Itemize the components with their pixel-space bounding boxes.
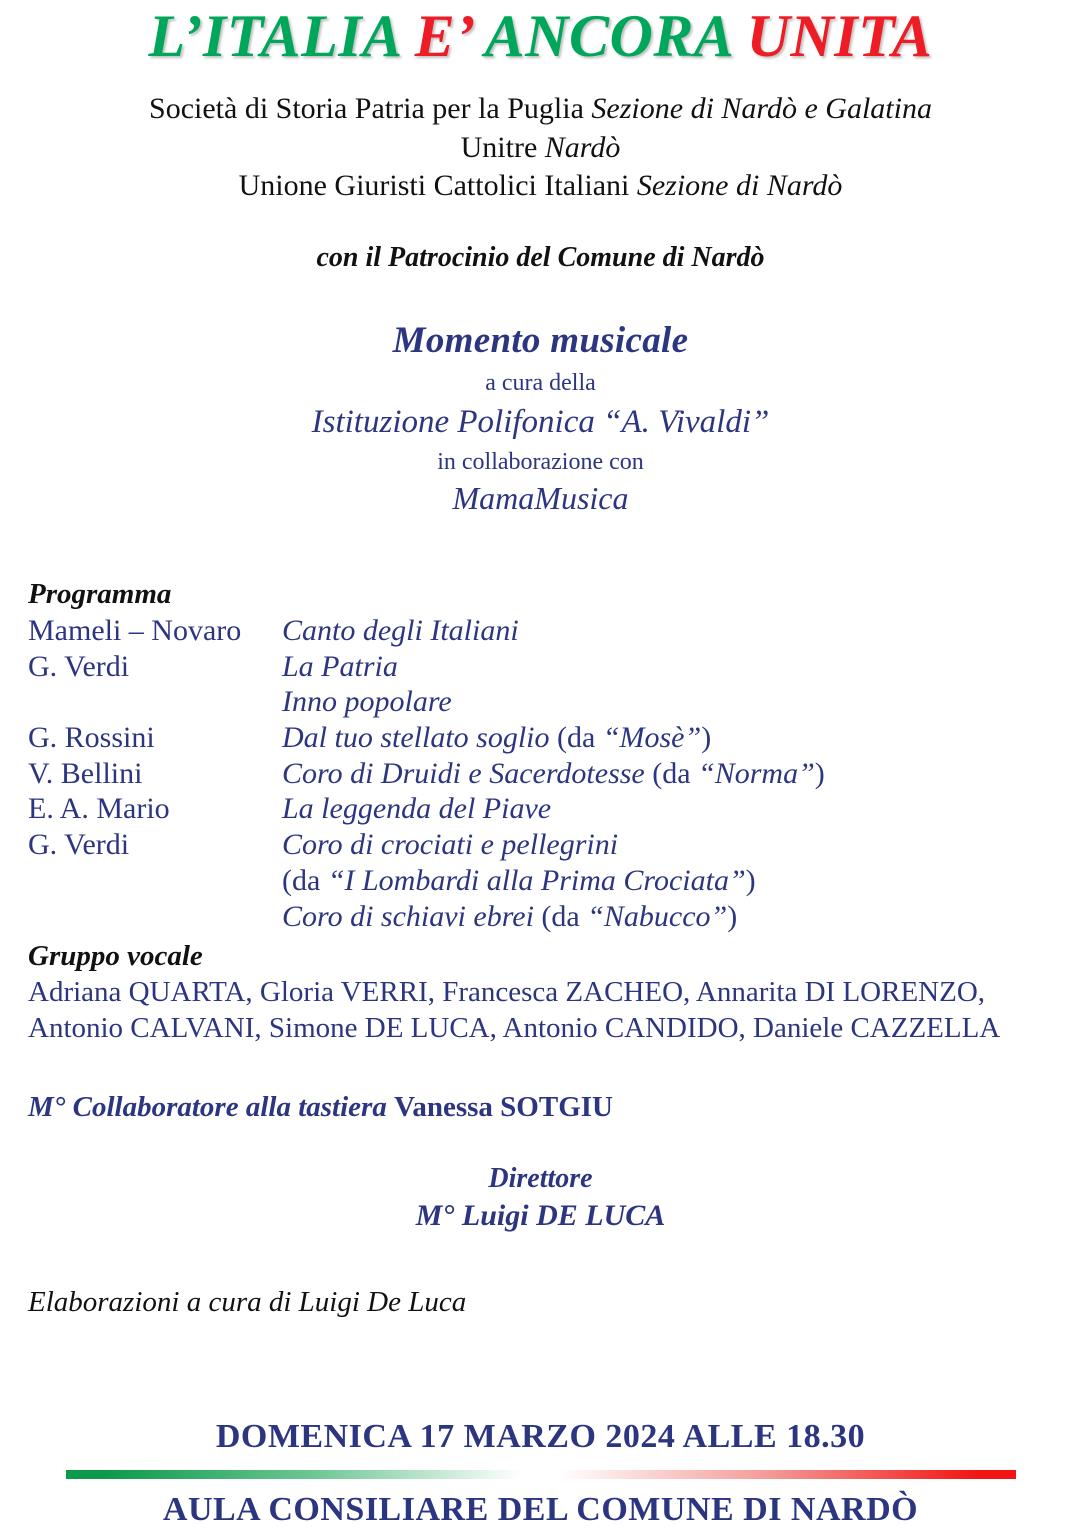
programma-composer: G. Verdi <box>28 828 130 862</box>
musical-institution: Istituzione Polifonica “A. Vivaldi” <box>311 404 770 441</box>
singers-line-2: Antonio CALVANI, Simone DE LUCA, Antonio CANDIDO, Daniele CAZZELLA <box>28 1012 1001 1045</box>
programma-composer <box>0 899 282 935</box>
collaboratore-line <box>28 1091 1081 1124</box>
programma-work-title: Coro di schiavi ebrei <box>282 899 542 933</box>
organisation-1-roman: Società di Storia Patria per la Puglia <box>149 92 592 125</box>
collaboratore-label: M° Collaboratore alla tastiera <box>28 1091 395 1124</box>
programma-work <box>282 684 452 720</box>
programma-work-source-name: “I Lombardi alla Prima Crociata” <box>327 863 746 897</box>
programma-work-source-open: (da <box>557 721 603 755</box>
gruppo-vocale-names <box>28 975 1081 1047</box>
programma-work-title: Coro di crociati e pellegrini <box>282 828 619 862</box>
programma-row <box>0 827 1081 863</box>
organisation-line-1 <box>0 90 1081 129</box>
musical-partner: MamaMusica <box>452 480 629 517</box>
organisation-line-3 <box>0 167 1081 206</box>
programma-work-source-close: ) <box>745 863 756 897</box>
programma-work-source-close: ) <box>701 721 712 755</box>
programma-work-source-name: “Nabucco” <box>587 899 728 933</box>
programma-work-source-open: (da <box>541 899 588 933</box>
programma-work-source-open: (da <box>652 756 699 790</box>
programma-composer: E. A. Mario <box>28 792 170 826</box>
musical-collaboration-label: in collaborazione con <box>437 448 644 475</box>
programma-row <box>0 899 1081 935</box>
programma-composer <box>0 863 282 899</box>
programma-work <box>282 827 618 863</box>
organisation-line-2 <box>0 129 1081 168</box>
title-word-ancora: ANCORA <box>484 3 747 69</box>
programma-work-title: Coro di Druidi e Sacerdotesse <box>282 756 653 790</box>
programma-work <box>282 613 519 649</box>
programma-composer: G. Rossini <box>28 721 155 755</box>
programma-work <box>282 899 737 935</box>
direttore-label: Direttore <box>488 1163 593 1195</box>
programma-row <box>0 791 1081 827</box>
event-date-line: DOMENICA 17 MARZO 2024 ALLE 18.30 <box>215 1418 866 1455</box>
direttore-block <box>0 1162 1081 1234</box>
programma-work <box>282 863 756 899</box>
musical-moment-title: Momento musicale <box>392 320 689 362</box>
programma-work-source-close: ) <box>814 756 825 790</box>
poster-footer <box>0 1418 1081 1537</box>
programma-work-title: Canto degli Italiani <box>282 614 519 648</box>
programma-row <box>0 756 1081 792</box>
organisation-1-italic: Sezione di Nardò e Galatina <box>591 92 932 125</box>
programma-work-source-name: “Mosè” <box>602 721 702 755</box>
gruppo-vocale-heading: Gruppo vocale <box>28 940 203 973</box>
programma-composer: Mameli – Novaro <box>28 614 242 648</box>
patrocinio-line: con il Patrocinio del Comune di Nardò <box>316 242 765 274</box>
programma-work <box>282 791 551 827</box>
programma-work-source-name: “Norma” <box>698 756 815 790</box>
collaboratore-name: Vanessa SOTGIU <box>394 1091 613 1124</box>
tricolor-divider <box>66 1470 1016 1479</box>
programma-work <box>282 756 825 792</box>
programma-work <box>282 649 398 685</box>
organisations-block <box>0 90 1081 206</box>
programma-composer: G. Verdi <box>28 649 130 683</box>
musical-a-cura-label: a cura della <box>485 369 596 396</box>
programma-row <box>0 863 1081 899</box>
singers-line-1: Adriana QUARTA, Gloria VERRI, Francesca ZACHEO, Annarita DI LORENZO, <box>28 976 986 1009</box>
organisation-3-italic: Sezione di Nardò <box>636 169 843 203</box>
programma-work-title: Dal tuo stellato soglio <box>282 721 558 755</box>
title-word-unita: UNITA <box>746 3 933 69</box>
title-word-e: E’ <box>414 3 485 69</box>
event-venue-line: AULA CONSILIARE DEL COMUNE DI NARDÒ <box>162 1491 919 1528</box>
programma-row <box>0 684 1081 720</box>
programma-composer <box>0 684 282 720</box>
programma-work-title: La leggenda del Piave <box>282 792 552 826</box>
programma-work-title: La Patria <box>282 649 398 683</box>
programma-heading: Programma <box>28 578 172 611</box>
elaborazioni-line: Elaborazioni a cura di Luigi De Luca <box>28 1285 467 1318</box>
title-word-litalia: L’ITALIA <box>148 3 415 69</box>
programma-work-title: Inno popolare <box>282 685 452 719</box>
organisation-3-roman: Unione Giuristi Cattolici Italiani <box>238 169 637 203</box>
organisation-2-roman: Unitre <box>460 130 545 164</box>
programma-composer: V. Bellini <box>28 756 143 790</box>
programma-work-source-close: ) <box>727 899 738 933</box>
poster-title <box>0 0 1081 69</box>
programma-work <box>282 720 711 756</box>
organisation-2-italic: Nardò <box>544 130 621 164</box>
programma-list <box>0 613 1081 934</box>
direttore-name: M° Luigi DE LUCA <box>415 1198 666 1232</box>
programma-row <box>0 649 1081 685</box>
programma-work-source-open: (da <box>282 863 328 897</box>
programma-row <box>0 613 1081 649</box>
programma-row <box>0 720 1081 756</box>
musical-moment-block <box>0 319 1081 518</box>
